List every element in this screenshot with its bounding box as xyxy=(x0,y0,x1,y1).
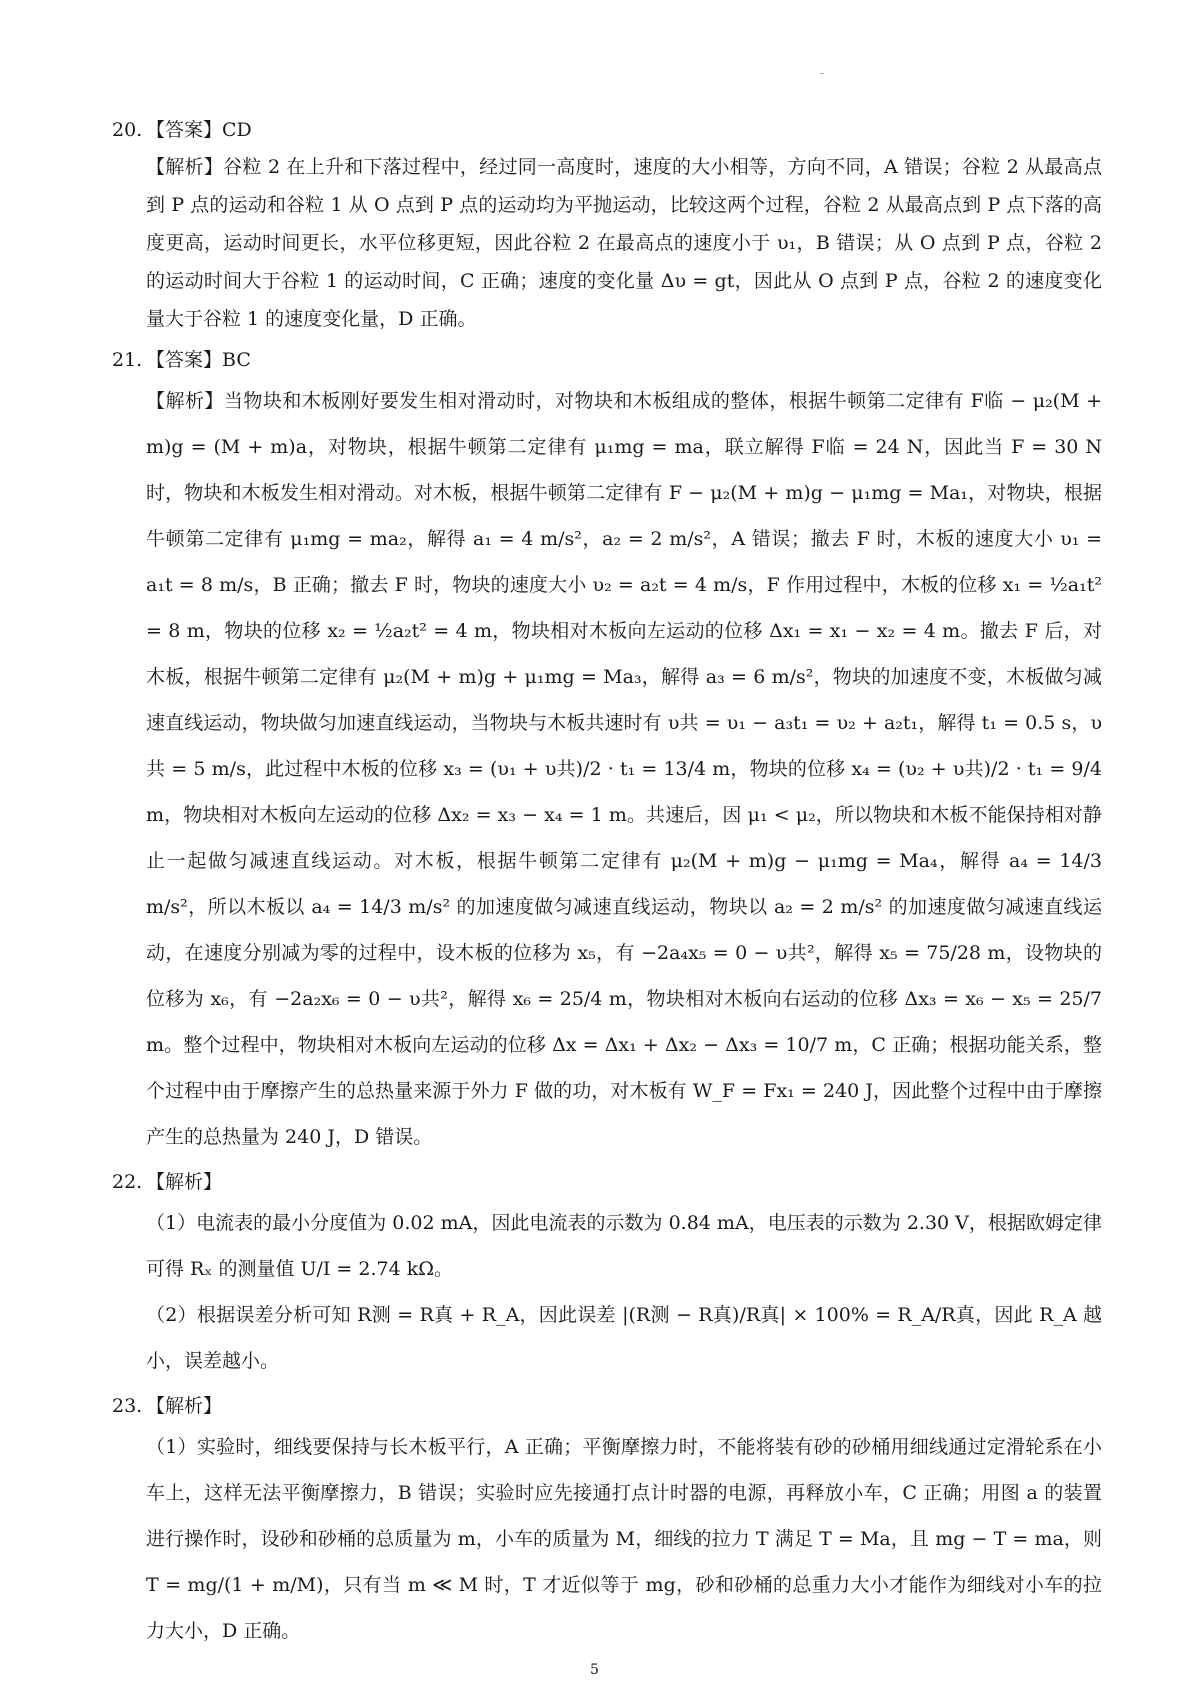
question-20 xyxy=(112,112,1102,338)
page-number: 5 xyxy=(590,1662,599,1678)
answer-heading: 【答案】BC xyxy=(146,349,251,371)
explanation-paragraph: （2）根据误差分析可知 R测 = R真 + R_A，因此误差 |(R测 − R真)/R真| × 100% = R_A/R真，因此 R_A 越小，误差越小。 xyxy=(146,1304,1102,1372)
question-22 xyxy=(112,1164,1102,1384)
question-23 xyxy=(112,1388,1102,1654)
top-mark: - xyxy=(820,66,825,80)
explanation-paragraph: 【解析】谷粒 2 在上升和下落过程中，经过同一高度时，速度的大小相等，方向不同，A 错误；谷粒 2 从最高点到 P 点的运动和谷粒 1 从 O 点到 P 点的运动均为平抛运动，比较这两个过程，谷粒 2 从最高点到 P 点下落的高度更高，运动时间更长，水平位移更短，因此谷粒 2 在最高点的速度小于 υ₁，B 错误；从 O 点到 P 点，谷粒 2 的运动时间大于谷粒 1 的运动时间，C 正确；速度的变化量 Δυ = gt，因此从 O 点到 P 点，谷粒 2 的速度变化量大于谷粒 1 的速度变化量，D 正确。 xyxy=(146,156,1102,330)
answer-heading: 【解析】 xyxy=(146,1395,223,1417)
explanation-paragraph: （1）电流表的最小分度值为 0.02 mA，因此电流表的示数为 0.84 mA，电压表的示数为 2.30 V，根据欧姆定律可得 Rₓ 的测量值 U/I = 2.74 kΩ。 xyxy=(146,1212,1102,1280)
explanation-paragraph: 【解析】当物块和木板刚好要发生相对滑动时，对物块和木板组成的整体，根据牛顿第二定律有 F临 − μ₂(M + m)g = (M + m)a，对物块，根据牛顿第二定律有 μ₁mg = ma，联立解得 F临 = 24 N，因此当 F = 30 N 时，物块和木板发生相对滑动。对木板，根据牛顿第二定律有 F − μ₂(M + m)g − μ₁mg = Ma₁，对物块，根据牛顿第二定律有 μ₁mg = ma₂，解得 a₁ = 4 m/s²，a₂ = 2 m/s²，A 错误；撤去 F 时，木板的速度大小 υ₁ = a₁t = 8 m/s，B 正确；撤去 F 时，物块的速度大小 υ₂ = a₂t = 4 m/s，F 作用过程中，木板的位移 x₁ = ½a₁t² = 8 m，物块的位移 x₂ = ½a₂t² = 4 m，物块相对木板向左运动的位移 Δx₁ = x₁ − x₂ = 4 m。撤去 F 后，对木板，根据牛顿第二定律有 μ₂(M + m)g + μ₁mg = Ma₃，解得 a₃ = 6 m/s²，物块的加速度不变，木板做匀减速直线运动，物块做匀加速直线运动，当物块与木板共速时有 υ共 = υ₁ − a₃t₁ = υ₂ + a₂t₁，解得 t₁ = 0.5 s，υ共 = 5 m/s，此过程中木板的位移 x₃ = (υ₁ + υ共)/2 · t₁ = 13/4 m，物块的位移 x₄ = (υ₂ + υ共)/2 · t₁ = 9/4 m，物块相对木板向左运动的位移 Δx₂ = x₃ − x₄ = 1 m。共速后，因 μ₁ < μ₂，所以物块和木板不能保持相对静止一起做匀减速直线运动。对木板，根据牛顿第二定律有 μ₂(M + m)g − μ₁mg = Ma₄，解得 a₄ = 14/3 m/s²，所以木板以 a₄ = 14/3 m/s² 的加速度做匀减速直线运动，物块以 a₂ = 2 m/s² 的加速度做匀减速直线运动，在速度分别减为零的过程中，设木板的位移为 x₅，有 −2a₄x₅ = 0 − υ共²，解得 x₅ = 75/28 m，设物块的位移为 x₆，有 −2a₂x₆ = 0 − υ共²，解得 x₆ = 25/4 m，物块相对木板向右运动的位移 Δx₃ = x₆ − x₅ = 25/7 m。整个过程中，物块相对木板向左运动的位移 Δx = Δx₁ + Δx₂ − Δx₃ = 10/7 m，C 正确；根据功能关系，整个过程中由于摩擦产生的总热量来源于外力 F 做的功，对木板有 W_F = Fx₁ = 240 J，因此整个过程中由于摩擦产生的总热量为 240 J，D 错误。 xyxy=(146,390,1102,1148)
question-21 xyxy=(112,342,1102,1160)
answer-heading: 【答案】CD xyxy=(146,119,252,141)
answer-heading: 【解析】 xyxy=(146,1171,223,1193)
question-number: 21. xyxy=(112,349,143,371)
question-number: 20. xyxy=(112,119,143,141)
answer-content xyxy=(112,112,1102,1658)
question-number: 22. xyxy=(112,1171,143,1193)
question-number: 23. xyxy=(112,1395,143,1417)
explanation-paragraph: （1）实验时，细线要保持与长木板平行，A 正确；平衡摩擦力时，不能将装有砂的砂桶用细线通过定滑轮系在小车上，这样无法平衡摩擦力，B 错误；实验时应先接通打点计时器的电源，再释放小车，C 正确；用图 a 的装置进行操作时，设砂和砂桶的总质量为 m，小车的质量为 M，细线的拉力 T 满足 T = Ma，且 mg − T = ma，则 T = mg/(1 + m/M)，只有当 m ≪ M 时，T 才近似等于 mg，砂和砂桶的总重力大小才能作为细线对小车的拉力大小，D 正确。 xyxy=(146,1436,1102,1642)
